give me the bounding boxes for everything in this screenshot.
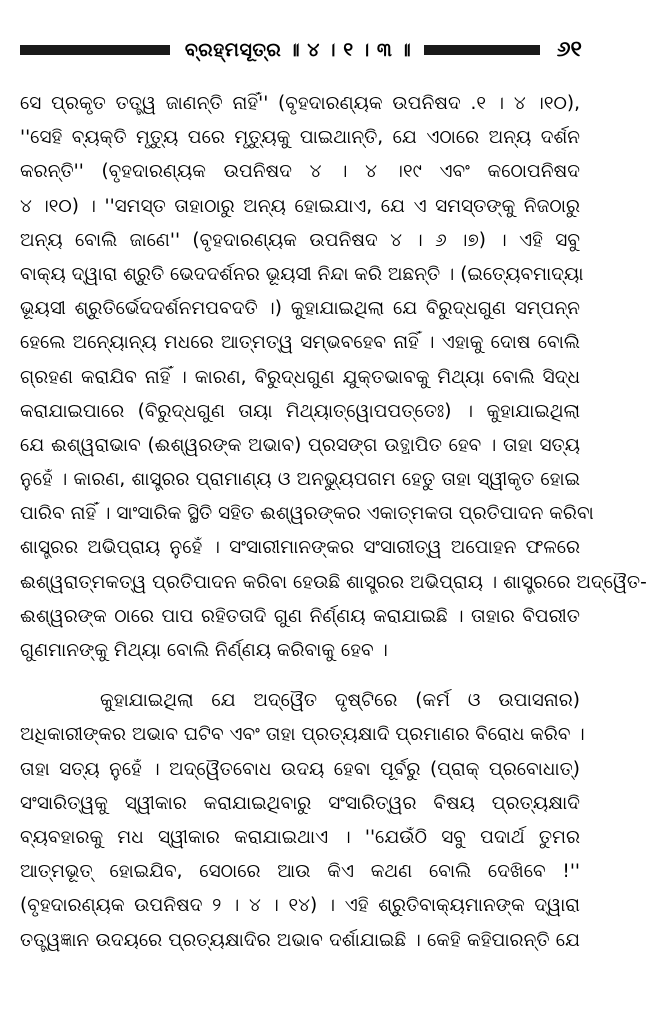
text-line: (ବୃହଦାରଣ୍ୟକ ଉପନିଷଦ ୨ । ୪ । ୧୪) । ଏହି ଶ୍ରୁତିବାକ୍ୟମାନଙ୍କ ଦ୍ୱାରା — [20, 895, 580, 917]
text-line: ବ୍ୟବହାରକୁ ମଧ ସ୍ୱୀକାର କରାଯାଇଥାଏ । ''ଯେଉଁଠି ସବୁ ପଦାର୍ଥ ତୁମର — [20, 826, 580, 848]
text-line: ପାରିବ ନାହିଁ । ସାଂସାରିକ ସ୍ଥିତି ସହିତ ଈଶ୍ୱରଙ୍କର ଏକାତ୍ମକତା ପ୍ରତିପାଦନ କରିବା — [20, 503, 594, 525]
text-line: ଭୂୟସୀ ଶ୍ରୁତିର୍ଭେଦଦର୍ଶନମପବଦତି ।) କୁହାଯାଇଥିଲା ଯେ ବିରୁଦ୍ଧଗୁଣ ସମ୍ପନ୍ନ — [20, 298, 580, 320]
text-line: ଅନ୍ୟ ବୋଲି ଜାଣେ'' (ବୃହଦାରଣ୍ୟକ ଉପନିଷଦ ୪ । ୬ ।୭) । ଏହି ସବୁ — [20, 229, 580, 251]
text-line: ତାହା ସତ୍ୟ ନୁହେଁ । ଅଦ୍ୱୈତବୋଧ ଉଦୟ ହେବା ପୂର୍ବରୁ (ପ୍ରାକ୍ ପ୍ରବୋଧାତ୍) — [20, 758, 580, 780]
text-line: ଈଶ୍ୱରାତ୍ମକତ୍ୱ ପ୍ରତିପାଦନ କରିବା ହେଉଛି ଶାସ୍ତ୍ରର ଅଭିପ୍ରାୟ । ଶାସ୍ତ୍ରରେ ଅଦ୍ୱୈତ- — [20, 571, 647, 593]
paragraph-1 — [20, 87, 647, 668]
text-line: ନୁହେଁ । କାରଣ, ଶାସ୍ତ୍ରର ପ୍ରାମାଣ୍ୟ ଓ ଅନଭ୍ୟୁପଗମ ହେତୁ ତାହା ସ୍ୱୀକୃତ ହୋଇ — [20, 469, 580, 491]
text-line: ଆତ୍ମଭୂତ୍ ହୋଇଯିବ, ସେଠାରେ ଆଉ କିଏ କଥଣ ବୋଲି ଦେଖିବେ !'' — [20, 861, 580, 883]
text-line: ଈଶ୍ୱରଙ୍କ ଠାରେ ପାପ ରହିତତାଦି ଗୁଣ ନିର୍ଣ୍ଣୟ କରାଯାଇଛି । ତାହାର ବିପରୀତ — [20, 605, 580, 627]
text-line: ଯେ ଈଶ୍ୱରାଭାବ (ଈଶ୍ୱରଙ୍କ ଅଭାବ) ପ୍ରସଙ୍ଗ ଉତ୍ଥାପିତ ହେବ । ତାହା ସତ୍ୟ — [20, 434, 580, 456]
text-line: ଗ୍ରହଣ କରାଯିବ ନାହିଁ । କାରଣ, ବିରୁଦ୍ଧଗୁଣ ଯୁକ୍ତଭାବକୁ ମିଥ୍ୟା ବୋଲି ସିଦ୍ଧ — [20, 366, 580, 388]
text-line: ବାକ୍ୟ ଦ୍ୱାରା ଶ୍ରୁତି ଭେଦଦର୍ଶନର ଭୂୟସୀ ନିନ୍ଦା କରି ଅଛନ୍ତି । (ଇତ୍ୟେବମାଦ୍ୟା — [20, 263, 584, 285]
text-line: ଶାସ୍ତ୍ରର ଅଭିପ୍ରାୟ ନୁହେଁ । ସଂସାରୀମାନଙ୍କର ସଂସାରୀତ୍ୱ ଅପୋହନ ଫଳରେ — [20, 537, 580, 559]
text-line: ଗୁଣମାନଙ୍କୁ ମିଥ୍ୟା ବୋଲି ନିର୍ଣ୍ଣୟ କରିବାକୁ ହେବ । — [20, 640, 388, 661]
text-line: କରନ୍ତି'' (ବୃହଦାରଣ୍ୟକ ଉପନିଷଦ ୪ । ୪ ।୧୯ ଏବଂ କଠୋପନିଷଦ — [20, 161, 580, 183]
text-line: କରାଯାଇପାରେ (ବିରୁଦ୍ଧଗୁଣ ତାୟା ମିଥ୍ୟାତ୍ୱୋପପତ୍ତେଃ) । କୁହାଯାଇଥିଲା — [20, 400, 580, 422]
paragraph-2 — [20, 684, 585, 958]
page-number: ୬୧ — [556, 37, 582, 62]
text-line: ଅଧିକାରୀଙ୍କର ଅଭାବ ଘଟିବ ଏବଂ ତାହା ପ୍ରତ୍ୟକ୍ଷାଦି ପ୍ରମାଣର ବିରୋଧ କରିବ । — [20, 724, 585, 746]
text-line: ୪ ।୧୦) । ''ସମସ୍ତ ତାହାଠାରୁ ଅନ୍ୟ ହୋଇଯାଏ, ଯେ ଏ ସମସ୍ତଙ୍କୁ ନିଜଠାରୁ — [20, 195, 580, 217]
header-rule-right — [424, 45, 540, 55]
text-line: ସେ ପ୍ରକୃତ ତତ୍ତ୍ୱ ଜାଣନ୍ତି ନାହିଁ'' (ବୃହଦାରଣ୍ୟକ ଉପନିଷଦ .୧ । ୪ ।୧୦), — [20, 93, 580, 114]
text-line: ହେଲେ ଅନ୍ୟୋନ୍ୟ ମଧରେ ଆତ୍ମତ୍ୱ ସମ୍ଭବହେବ ନାହିଁ । ଏହାକୁ ଦୋଷ ବୋଲି — [20, 332, 580, 354]
text-line: ''ସେହି ବ୍ୟକ୍ତି ମୃତ୍ୟୁ ପରେ ମୃତ୍ୟୁକୁ ପାଇଥାନ୍ତି, ଯେ ଏଠାରେ ଅନ୍ୟ ଦର୍ଶନ — [20, 127, 580, 149]
page-body — [20, 87, 647, 958]
running-title: ବ୍ରହ୍ମସୂତ୍ର ॥ ୪ । ୧ । ୩ ॥ — [184, 39, 412, 61]
page-header — [20, 37, 582, 64]
text-line: ତତ୍ତ୍ୱଜ୍ଞାନ ଉଦୟରେ ପ୍ରତ୍ୟକ୍ଷାଦିର ଅଭାବ ଦର୍ଶାଯାଇଛି । କେହି କହିପାରନ୍ତି ଯେ — [20, 929, 580, 951]
paragraph-gap — [20, 668, 580, 684]
text-line: ସଂସାରିତ୍ୱକୁ ସ୍ୱୀକାର କରାଯାଇଥିବାରୁ ସଂସାରିତ୍ୱର ବିଷୟ ପ୍ରତ୍ୟକ୍ଷାଦି — [20, 792, 580, 814]
text-line: କୁହାଯାଇଥିଲା ଯେ ଅଦ୍ୱୈତ ଦୃଷ୍ଟିରେ (କର୍ମ ଓ ଉପାସନାର) — [100, 690, 580, 712]
header-rule-left — [20, 45, 170, 55]
